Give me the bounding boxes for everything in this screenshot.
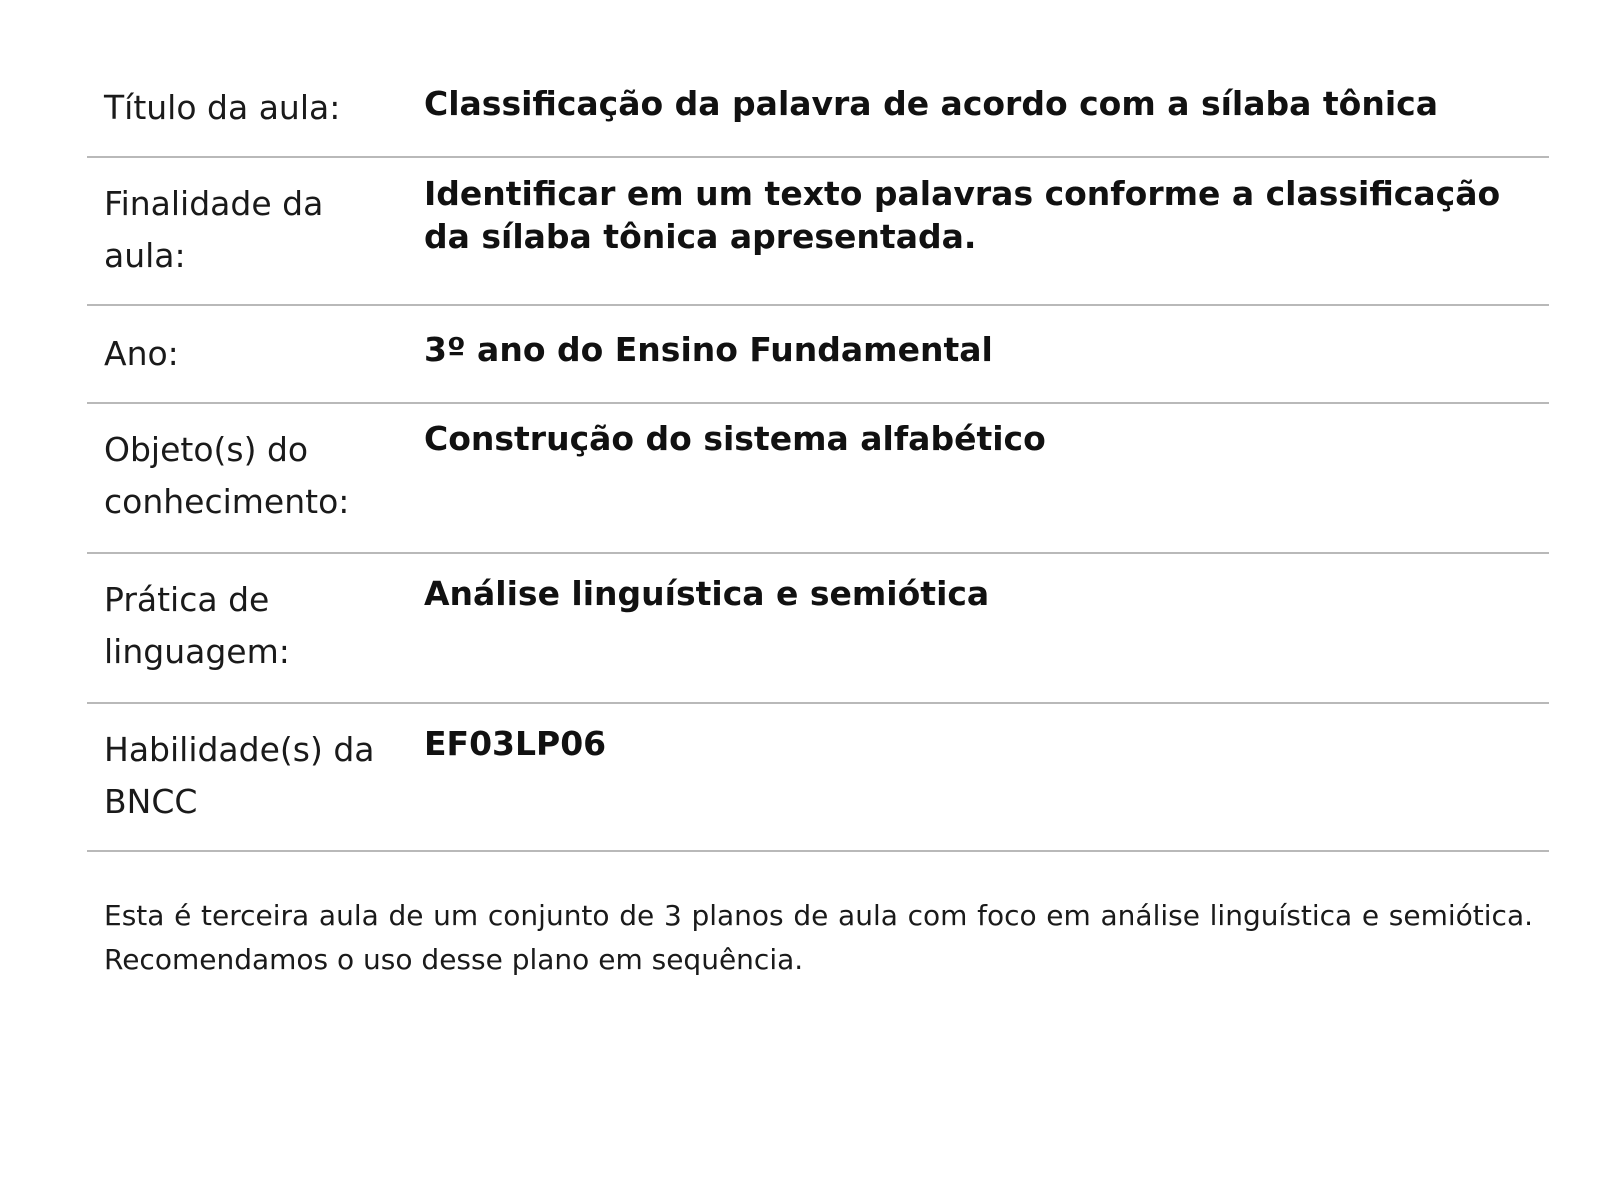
- row-value: Classificação da palavra de acordo com a sílaba tônica: [424, 84, 1438, 123]
- row-label: Habilidade(s) da BNCC: [104, 730, 375, 821]
- row-bncc-skills: [87, 704, 1549, 852]
- row-knowledge-objects: [87, 404, 1549, 554]
- row-label: Ano:: [104, 334, 179, 373]
- row-school-year: [87, 306, 1549, 404]
- row-value: Análise linguística e semiótica: [424, 574, 990, 613]
- lesson-plan-table: [87, 60, 1549, 1010]
- row-label: Finalidade da aula:: [104, 184, 324, 275]
- row-lesson-purpose: [87, 158, 1549, 306]
- row-label: Título da aula:: [104, 88, 341, 127]
- sequence-note: Esta é terceira aula de um conjunto de 3 planos de aula com foco em análise linguística e semiótica. Recomendamos o uso desse plano em sequência.: [104, 899, 1533, 976]
- row-value: 3º ano do Ensino Fundamental: [424, 330, 993, 369]
- row-lesson-title: [87, 60, 1549, 158]
- row-value: Identificar em um texto palavras conforme a classificação da sílaba tônica apresentada.: [424, 174, 1501, 256]
- row-value: Construção do sistema alfabético: [424, 419, 1046, 458]
- row-language-practice: [87, 554, 1549, 704]
- row-label: Prática de linguagem:: [104, 580, 290, 671]
- row-label: Objeto(s) do conhecimento:: [104, 430, 350, 521]
- row-value: EF03LP06: [424, 724, 607, 763]
